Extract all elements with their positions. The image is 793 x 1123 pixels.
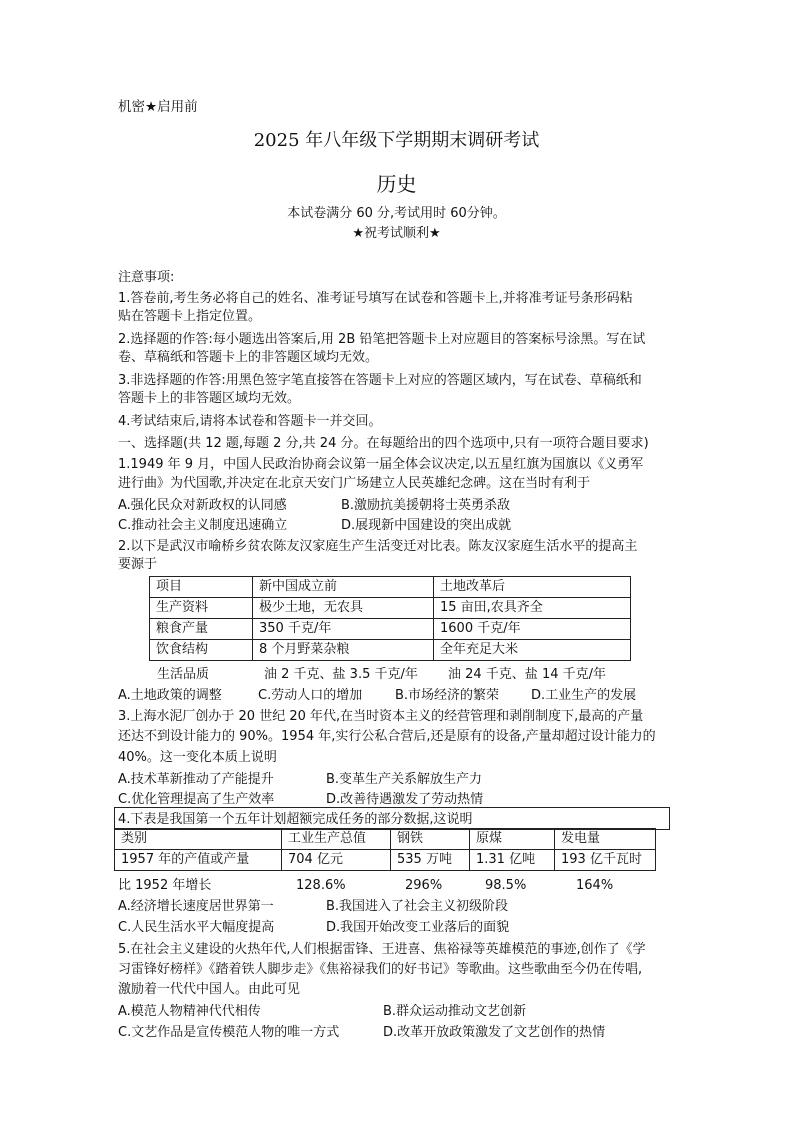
- question-stem: 激励着一代代中国人。由此可见: [118, 982, 301, 997]
- q4-table: [114, 828, 656, 871]
- option-b: B.市场经济的繁荣: [395, 688, 500, 703]
- question-stem: 4.下表是我国第一个五年计划超额完成任务的部分数据,这说明: [118, 812, 473, 827]
- table-cell: 350 千克/年: [253, 619, 434, 640]
- table-cell: 8 个月野菜杂粮: [253, 640, 434, 661]
- option-a: A.土地政策的调整: [118, 688, 222, 703]
- table-row: [150, 577, 631, 598]
- table-cell: 1600 千克/年: [434, 619, 631, 640]
- table-header-cell: 工业生产总值: [282, 829, 391, 850]
- table-row: [150, 619, 631, 640]
- table-cell: 128.6%: [296, 878, 346, 893]
- table-header-cell: 钢铁: [391, 829, 470, 850]
- option-b: B.激励抗美援朝将士英勇杀敌: [341, 498, 511, 513]
- table-header-cell: 项目: [150, 577, 253, 598]
- option-d: D.工业生产的发展: [531, 688, 637, 703]
- option-c: C.人民生活水平大幅度提高: [118, 920, 275, 935]
- table-row: [115, 850, 656, 871]
- question-stem: 要源于: [118, 557, 158, 572]
- option-d: D.改善待遇激发了劳动热情: [326, 792, 484, 807]
- table-header-cell: 类别: [115, 829, 282, 850]
- question-stem: 1.1949 年 9 月，中国人民政治协商会议第一届全体会议决定,以五星红旗为国旗以《义勇军: [118, 457, 644, 472]
- option-a: A.经济增长速度居世界第一: [118, 899, 274, 914]
- option-b: B.群众运动推动文艺创新: [383, 1004, 527, 1019]
- table-row: [150, 598, 631, 619]
- option-d: D.改革开放政策激发了文艺创作的热情: [383, 1025, 606, 1040]
- table-cell: 油 24 千克、盐 14 千克/年: [448, 667, 606, 682]
- table-row: [150, 640, 631, 661]
- section-heading: 一、选择题(共 12 题,每题 2 分,共 24 分。在每题给出的四个选项中,只有一项符合题目要求): [118, 436, 649, 451]
- table-cell: 164%: [576, 878, 614, 893]
- question-stem: 40%。这一变化本质上说明: [118, 750, 277, 765]
- table-cell: 饮食结构: [150, 640, 253, 661]
- table-header-cell: 发电量: [555, 829, 656, 850]
- subject-title: 历史: [376, 172, 417, 196]
- note-line: 卷、草稿纸和答题卡上的非答题区域均无效。: [118, 350, 379, 365]
- note-line: 1.答卷前,考生务必将自己的姓名、准考证号填写在试卷和答题卡上,并将准考证号条形码粘: [118, 291, 633, 306]
- table-cell: 1.31 亿吨: [470, 850, 555, 871]
- note-line: 2.选择题的作答:每小题选出答案后,用 2B 铅笔把答题卡上对应题目的答案标号涂黑。写在试: [118, 332, 646, 347]
- table-cell: 全年充足大米: [434, 640, 631, 661]
- table-cell: 15 亩田,农具齐全: [434, 598, 631, 619]
- option-d: D.我国开始改变工业落后的面貌: [326, 920, 510, 935]
- table-header-cell: 原煤: [470, 829, 555, 850]
- option-c: C.劳动人口的增加: [258, 688, 363, 703]
- table-cell: 704 亿元: [282, 850, 391, 871]
- table-cell: 98.5%: [485, 878, 527, 893]
- table-header-cell: 土地改革后: [434, 577, 631, 598]
- q2-table: [149, 576, 631, 661]
- option-c: C.推动社会主义制度迅速确立: [118, 518, 288, 533]
- question-stem: 5.在社会主义建设的火热年代,人们根据雷锋、王进喜、焦裕禄等英雄模范的事迹,创作了《学: [118, 942, 646, 957]
- question-stem: 还达不到设计能力的 90%。1954 年,实行公私合营后,还是原有的设备,产量却超过设计能力的: [118, 729, 656, 744]
- table-cell: 1957 年的产值或产量: [115, 850, 282, 871]
- option-c: C.文艺作品是宣传模范人物的唯一方式: [118, 1025, 340, 1040]
- table-cell: 比 1952 年增长: [118, 878, 212, 893]
- note-line: 4.考试结束后,请将本试卷和答题卡一并交回。: [118, 414, 382, 429]
- table-cell: 极少土地，无农具: [253, 598, 434, 619]
- option-b: B.变革生产关系解放生产力: [326, 772, 483, 787]
- note-line: 3.非选择题的作答:用黑色签字笔直接答在答题卡上对应的答题区域内，写在试卷、草稿纸和: [118, 373, 642, 388]
- exam-title: 2025 年八年级下学期期末调研考试: [253, 130, 540, 151]
- exam-info: 本试卷满分 60 分,考试用时 60分钟。: [287, 206, 506, 221]
- table-cell: 193 亿千瓦时: [555, 850, 656, 871]
- question-stem: 进行曲》为代国歌,并决定在北京天安门广场建立人民英雄纪念碑。这在当时有利于: [118, 476, 591, 491]
- table-cell: 535 万吨: [391, 850, 470, 871]
- notes-heading: 注意事项:: [118, 270, 175, 285]
- question-stem: 习雷锋好榜样》《踏着铁人脚步走》《焦裕禄我们的好书记》等歌曲。这些歌曲至今仍在传唱,: [118, 962, 643, 977]
- note-line: 答题卡上的非答题区域均无效。: [118, 391, 301, 406]
- option-d: D.展现新中国建设的突出成就: [341, 518, 512, 533]
- table-cell: 296%: [405, 878, 443, 893]
- confidential-label: 机密★启用前: [118, 99, 198, 115]
- question-stem: 2.以下是武汉市喻桥乡贫农陈友汉家庭生产生活变迁对比表。陈友汉家庭生活水平的提高主: [118, 539, 638, 554]
- option-a: A.强化民众对新政权的认同感: [118, 498, 287, 513]
- table-cell: 粮食产量: [150, 619, 253, 640]
- option-c: C.优化管理提高了生产效率: [118, 792, 275, 807]
- option-a: A.技术革新推动了产能提升: [118, 772, 274, 787]
- question-stem: 3.上海水泥厂创办于 20 世纪 20 年代,在当时资本主义的经营管理和剥削制度下,最高的产量: [118, 709, 644, 724]
- table-cell: 油 2 千克、盐 3.5 千克/年: [264, 667, 418, 682]
- table-cell: 生产资料: [150, 598, 253, 619]
- table-row: [115, 829, 656, 850]
- option-a: A.模范人物精神代代相传: [118, 1004, 261, 1019]
- wish-text: ★祝考试顺利★: [352, 226, 441, 241]
- table-header-cell: 新中国成立前: [253, 577, 434, 598]
- note-line: 贴在答题卡上指定位置。: [118, 309, 262, 324]
- option-b: B.我国进入了社会主义初级阶段: [326, 899, 509, 914]
- table-cell: 生活品质: [157, 667, 210, 682]
